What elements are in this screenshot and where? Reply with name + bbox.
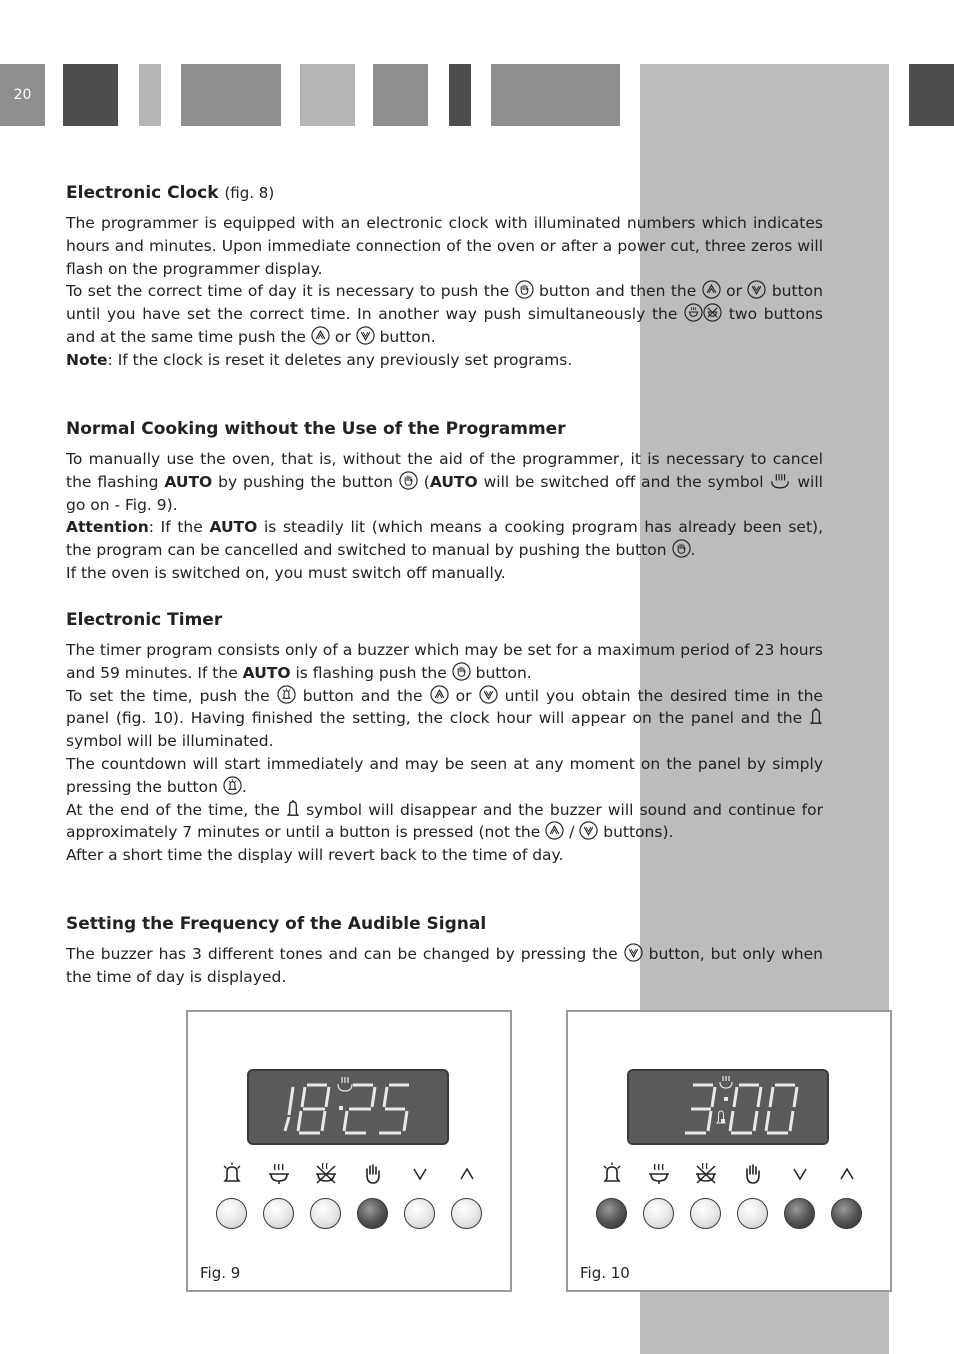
up-arrow-icon: [311, 326, 330, 345]
up-arrow-icon: [702, 280, 721, 299]
end-cooking-button[interactable]: [310, 1198, 341, 1229]
paragraph: To set the time, push the button and the or until you obtain the desired time in the panel (fig. 10). Having finished the setting, the clock hour will appear on the panel and the symbol will be illuminated.: [66, 686, 823, 751]
cooking-duration-button[interactable]: [263, 1198, 294, 1229]
manual-hand-icon: [359, 1160, 387, 1188]
manual-button[interactable]: [357, 1198, 388, 1229]
manual-hand-icon: [399, 471, 418, 490]
cooking-duration-icon: [645, 1160, 673, 1188]
oven-on-symbol-icon: [769, 471, 791, 490]
header-bar: [181, 64, 281, 126]
down-arrow-icon: [579, 821, 598, 840]
header-bar: [63, 64, 118, 126]
down-arrow-icon: [356, 326, 375, 345]
paragraph: The programmer is equipped with an electronic clock with illuminated numbers which indicates hours and minutes. Upon immediate connection of the oven or after a power cut, three zeros will flash on the programmer display.: [66, 214, 823, 278]
section-title: Electronic Clock (fig. 8): [66, 183, 275, 203]
paragraph: To set the correct time of day it is necessary to push the button and then the or button until you have set the correct time. In another way push simultaneously the two buttons and at the same time push the or button.: [66, 282, 824, 346]
minus-button[interactable]: [784, 1198, 815, 1229]
manual-hand-icon: [515, 280, 534, 299]
minus-down-icon: [786, 1160, 814, 1188]
section-title: Setting the Frequency of the Audible Signal: [66, 914, 487, 934]
figure-label: Fig. 9: [200, 1264, 241, 1282]
timer-bell-icon: [598, 1160, 626, 1188]
seven-segment-readout: [629, 1071, 827, 1143]
end-cooking-icon: [703, 303, 722, 322]
header-bar: [373, 64, 428, 126]
manual-hand-icon: [672, 539, 691, 558]
timer-bell-icon: [218, 1160, 246, 1188]
header-bar: [909, 64, 954, 126]
paragraph: The buzzer has 3 different tones and can be changed by pressing the button, but only when the time of day is displayed.: [66, 945, 823, 986]
paragraph: The countdown will start immediately and may be seen at any moment on the panel by simply pressing the button .: [66, 754, 823, 796]
header-bar: [449, 64, 471, 126]
figure-10-panel: [566, 1010, 892, 1292]
page-number: 20: [0, 64, 45, 126]
panel-icon-row: [592, 1160, 877, 1192]
manual-button[interactable]: [737, 1198, 768, 1229]
end-cooking-icon: [692, 1160, 720, 1188]
header-bar: [300, 64, 355, 126]
cooking-duration-icon: [265, 1160, 293, 1188]
manual-hand-icon: [739, 1160, 767, 1188]
note: Note: If the clock is reset it deletes any previously set programs.: [66, 350, 573, 369]
minus-down-icon: [406, 1160, 434, 1188]
cooking-duration-button[interactable]: [643, 1198, 674, 1229]
clock-display: [627, 1069, 829, 1145]
timer-button[interactable]: [216, 1198, 247, 1229]
section-title: Normal Cooking without the Use of the Programmer: [66, 419, 566, 439]
section-normal-cooking: [66, 418, 823, 585]
figure-9-panel: [186, 1010, 512, 1292]
down-arrow-icon: [624, 943, 643, 962]
down-arrow-icon: [747, 280, 766, 299]
timer-bell-icon: [223, 776, 242, 795]
end-cooking-icon: [312, 1160, 340, 1188]
figure-reference: (fig. 8): [224, 184, 275, 202]
plus-button[interactable]: [451, 1198, 482, 1229]
header-bar: [491, 64, 620, 126]
paragraph: After a short time the display will revert back to the time of day.: [66, 846, 564, 865]
end-cooking-button[interactable]: [690, 1198, 721, 1229]
panel-button-row: [592, 1198, 877, 1238]
bell-symbol-icon: [809, 707, 823, 726]
bell-symbol-icon: [286, 799, 300, 818]
section-electronic-timer: [66, 609, 823, 867]
paragraph: The timer program consists only of a buzzer which may be set for a maximum period of 23 hours and 59 minutes. If the AUTO is flashing push the button.: [66, 641, 823, 682]
section-audible-signal: [66, 913, 823, 989]
up-arrow-icon: [430, 685, 449, 704]
section-title: Electronic Timer: [66, 610, 223, 630]
attention: Attention: If the AUTO is steadily lit (which means a cooking program has already been set), the program can be cancelled and switched to manual by pushing the button .: [66, 518, 823, 560]
plus-button[interactable]: [831, 1198, 862, 1229]
section-electronic-clock: [66, 182, 823, 372]
panel-button-row: [212, 1198, 497, 1238]
timer-bell-icon: [277, 685, 296, 704]
paragraph: At the end of the time, the symbol will disappear and the buzzer will sound and continue for approximately 7 minutes or until a button is pressed (not the / buttons).: [66, 800, 823, 842]
seven-segment-readout: [249, 1071, 447, 1143]
plus-up-icon: [453, 1160, 481, 1188]
cooking-duration-icon: [684, 303, 703, 322]
paragraph: If the oven is switched on, you must switch off manually.: [66, 563, 506, 582]
down-arrow-icon: [479, 685, 498, 704]
panel-icon-row: [212, 1160, 497, 1192]
figure-label: Fig. 10: [580, 1264, 630, 1282]
manual-hand-icon: [452, 662, 471, 681]
timer-button[interactable]: [596, 1198, 627, 1229]
header-bar: [139, 64, 161, 126]
plus-up-icon: [833, 1160, 861, 1188]
minus-button[interactable]: [404, 1198, 435, 1229]
up-arrow-icon: [545, 821, 564, 840]
clock-display: [247, 1069, 449, 1145]
paragraph: To manually use the oven, that is, without the aid of the programmer, it is necessary to cancel the flashing AUTO by pushing the button (AUTO will be switched off and the symbol will go on - Fig. 9).: [66, 450, 823, 514]
